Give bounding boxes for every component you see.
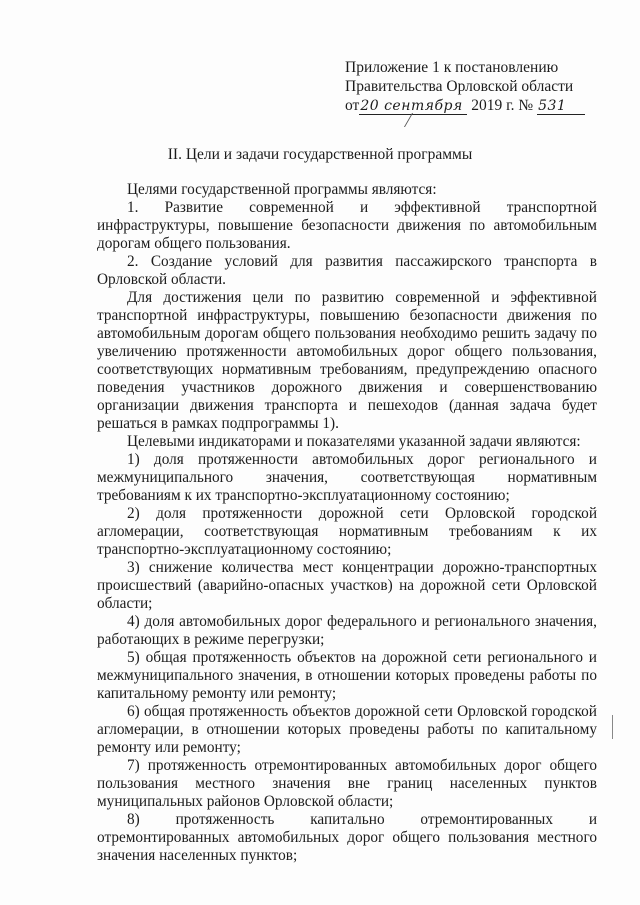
indicator-4: 4) доля автомобильных дорог федерального и регионального значения, работающих в режиме перегрузки; xyxy=(97,613,597,648)
indicator-5: 5) общая протяженность объектов на дорожной сети регионального и межмуниципального значения, в отношении которых проведены работы по капитальному ремонту или ремонту; xyxy=(97,649,597,702)
document-body xyxy=(97,181,597,865)
header-line-3 xyxy=(345,96,615,115)
indicator-8: 8) протяженность капитально отремонтированных и отремонтированных автомобильных дорог общего пользования местного значения населенных пунктов; xyxy=(97,811,597,864)
section-title: II. Цели и задачи государственной программы xyxy=(167,146,473,163)
paragraph-goal-1: 1. Развитие современной и эффективной транспортной инфраструктуры, повышение безопасности движения по автомобильным дорогам общего пользования. xyxy=(97,199,597,252)
indicator-7: 7) протяженность отремонтированных автомобильных дорог общего пользования местного значения вне границ населенных пунктов муниципальных районов Орловской области; xyxy=(97,757,597,810)
header-line-2: Правительства Орловской области xyxy=(345,78,574,95)
margin-mark xyxy=(612,715,613,739)
indicator-1: 1) доля протяженности автомобильных дорог регионального и межмуниципального значения, соответствующая нормативным требованиям к их транспортно-эксплуатационному состоянию; xyxy=(97,451,597,504)
header-date-prefix: от xyxy=(345,97,360,114)
paragraph-task: Для достижения цели по развитию современной и эффективной транспортной инфраструктуры, повышению безопасности движения по автомобильным дорогам общего пользования необходимо решить задачу по увеличению протяженности автомобильных дорог общего пользования, соответствующих нормативным требованиям, предупреждению опасного поведения участников дорожного движения и совершенствованию организации движения транспорта и пешеходов (данная задача будет решаться в рамках подпрограммы 1). xyxy=(97,289,597,432)
header-year: 2019 г. № xyxy=(471,97,534,114)
header-line-1: Приложение 1 к постановлению xyxy=(345,59,559,76)
handwritten-date: 20 сентября xyxy=(359,99,467,115)
paragraph-goal-2: 2. Создание условий для развития пассажирского транспорта в Орловской области. xyxy=(97,253,597,288)
pen-stroke-mark xyxy=(404,113,425,127)
appendix-header xyxy=(345,58,615,115)
paragraph-indicators-intro: Целевыми индикаторами и показателями указанной задачи являются: xyxy=(127,433,581,450)
indicator-6: 6) общая протяженность объектов дорожной сети Орловской городской агломерации, в отношении которых проведены работы по капитальному ремонту или ремонту; xyxy=(97,703,597,756)
paragraph-goals-intro: Целями государственной программы являются: xyxy=(127,181,437,198)
handwritten-number: 531 xyxy=(537,99,585,115)
indicator-2: 2) доля протяженности дорожной сети Орловской городской агломерации, соответствующая нормативным требованиям к их транспортно-эксплуатационному состоянию; xyxy=(97,505,597,558)
indicator-3: 3) снижение количества мест концентрации дорожно-транспортных происшествий (аварийно-опасных участков) на дорожной сети Орловской области; xyxy=(97,559,597,612)
